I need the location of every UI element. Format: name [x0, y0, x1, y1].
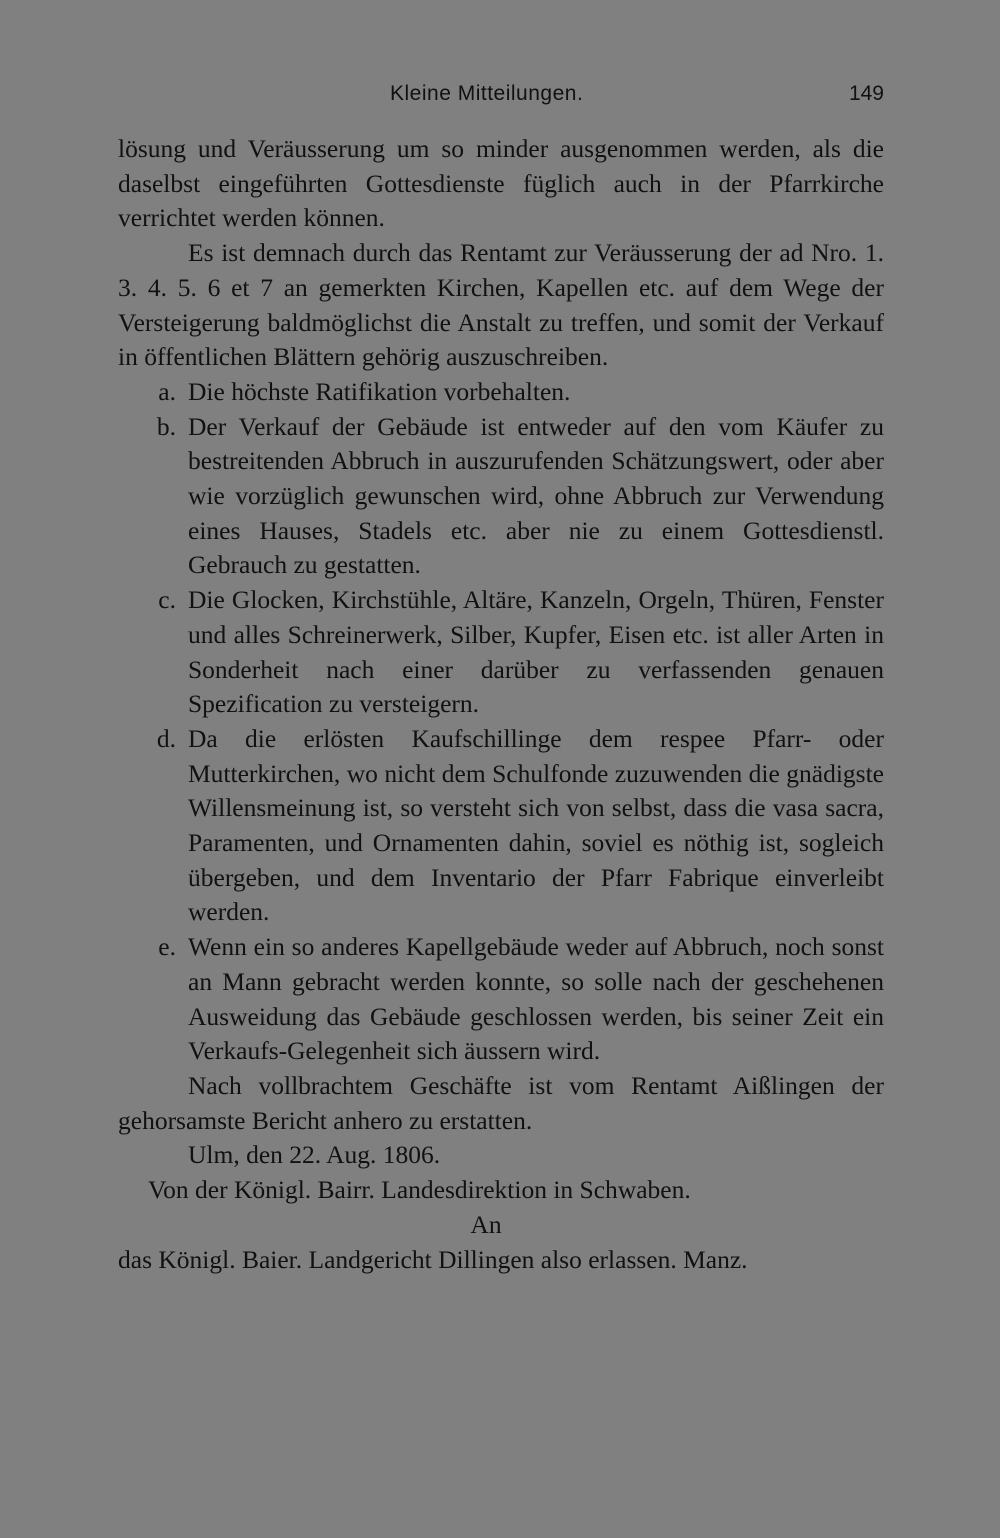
date-line: Ulm, den 22. Aug. 1806. [188, 1140, 441, 1170]
list-item-text: Der Verkauf der Gebäude ist entweder auf den vom Käufer zu bestreitenden Abbruch in auszurufenden Schätzungswert, oder aber wie vorzüglich gewunschen wird, ohne Abbruch zur Verwendung eines Hauses, Stadels etc. aber nie zu einem Gottesdienstl. Gebrauch zu gestatten. [188, 411, 884, 580]
list-item-label: a. [158, 376, 176, 406]
list-item-label: e. [158, 932, 176, 962]
sender-line: Von der Königl. Bairr. Landesdirektion in Schwaben. [148, 1175, 691, 1205]
addressee-prefix: An [470, 1209, 502, 1239]
list-item-text: Wenn ein so anderes Kapellgebäude weder auf Abbruch, noch sonst an Mann gebracht werden konnte, so solle nach der geschehenen Ausweidung das Gebäude geschlossen werden, bis seiner Zeit ein Verkaufs-Gelegenheit sich äussern wird. [188, 932, 884, 1066]
list-item-text: Die höchste Ratifikation vorbehalten. [188, 376, 571, 406]
list-item [118, 375, 884, 410]
list-item-label: b. [156, 411, 176, 441]
addressee-line: das Königl. Baier. Landgericht Dillingen also erlassen. Manz. [118, 1244, 748, 1274]
list-item-label: d. [156, 723, 176, 753]
body-text [118, 132, 884, 1277]
list-item [118, 930, 884, 1069]
list-item-label: c. [158, 585, 176, 615]
page-number: 149 [848, 82, 884, 105]
page-header [118, 82, 884, 112]
list-item [118, 722, 884, 930]
list-item [118, 410, 884, 584]
paragraph-3: Nach vollbrachtem Geschäfte ist vom Rentamt Aißlingen der gehorsamste Bericht anhero zu erstatten. [118, 1070, 884, 1135]
list-item-text: Die Glocken, Kirchstühle, Altäre, Kanzeln, Orgeln, Thüren, Fenster und alles Schreinerwerk, Silber, Kupfer, Eisen etc. ist aller Arten in Sonderheit nach einer darüber zu verfassenden genauen Spezification zu versteigern. [188, 585, 884, 719]
paragraph-2: Es ist demnach durch das Rentamt zur Veräusserung der ad Nro. 1. 3. 4. 5. 6 et 7 an gemerkten Kirchen, Kapellen etc. auf dem Wege der Versteigerung baldmöglichst die Anstalt zu treffen, und somit der Verkauf in öffentlichen Blättern gehörig auszuschreiben. [118, 238, 884, 372]
list-item-text: Da die erlösten Kaufschillinge dem respee Pfarr- oder Mutterkirchen, wo nicht dem Schulfonde zuzuwenden die gnädigste Willensmeinung ist, so versteht sich von selbst, dass die vasa sacra, Paramenten, und Ornamenten dahin, soviel es nöthig ist, sogleich übergeben, und dem Inventario der Pfarr Fabrique einverleibt werden. [188, 723, 884, 927]
running-title: Kleine Mitteilungen. [390, 82, 584, 105]
paragraph-1: lösung und Veräusserung um so minder ausgenommen werden, als die daselbst eingeführten Gottesdienste füglich auch in der Pfarrkirche verrichtet werden können. [118, 134, 884, 233]
list-item [118, 583, 884, 722]
